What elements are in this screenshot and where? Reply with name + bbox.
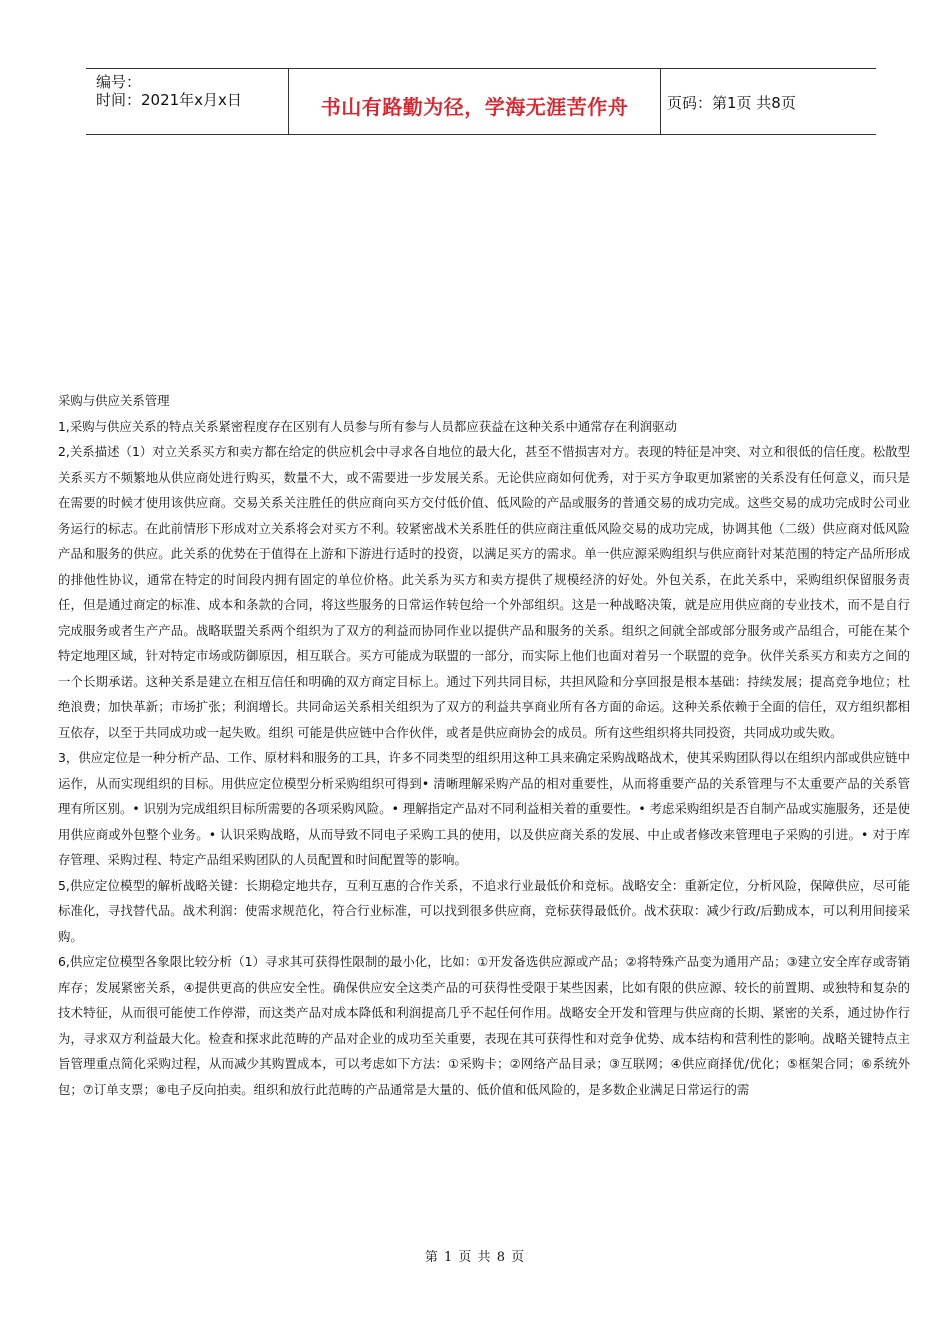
header-page-label: 页码：第1页 共8页 [667,94,796,112]
header-page-cell [661,69,876,134]
document-time-label: 时间：2021年x月x日 [96,91,242,109]
document-title: 采购与供应关系管理 [58,393,170,408]
page-header [86,68,876,135]
page-footer [0,1246,950,1265]
document-number-label: 编号： [96,73,142,91]
paragraph-1: 1,采购与供应关系的特点关系紧密程度存在区别有人员参与所有参与人员都应获益在这种关系中通常存在利润驱动 [58,418,677,434]
header-motto: 书山有路勤为径，学海无涯苦作舟 [320,95,629,119]
paragraph-6: 6,供应定位模型各象限比较分析（1）寻求其可获得性限制的最小化，比如：①开发备选供应源或产品；②将特殊产品变为通用产品；③建立安全库存或寄销库存；发展紧密关系，④提供更高的供应安全性。确保供应安全这类产品的可获得性受限于某些因素，比如有限的供应源、较长的前置期、或独特和复杂的技术特征，从而很可能使工作停滞，而这类产品对成本降低和利润提高几乎不起任何作用。战略安全开发和管理与供应商的长期、紧密的关系，通过协作行为，寻求双方利益最大化。检查和探求此范畴的产品对企业的成功至关重要，表现在其可获得性和对竞争优势、成本结构和营利性的影响。战略关键特点主旨管理重点简化采购过程，从而减少其购置成本，可以考虑如下方法：①采购卡；②网络产品目录；③互联网；④供应商择优/优化；⑤框架合同；⑥系统外包；⑦订单支票；⑧电子反向拍卖。组织和放行此范畴的产品通常是大量的、低价值和低风险的，是多数企业满足日常运行的需 [58,954,910,1097]
document-body [58,388,910,1102]
header-motto-cell [288,69,661,134]
header-meta-cell [86,69,288,134]
paragraph-5: 5,供应定位模型的解析战略关键：长期稳定地共存，互利互惠的合作关系，不追求行业最低价和竞标。战略安全：重新定位，分析风险，保障供应，尽可能标准化，寻找替代品。战术利润：使需求规范化，符合行业标准，可以找到很多供应商，竞标获得最低价。战术获取：减少行政/后勤成本，可以利用间接采购。 [58,877,910,944]
paragraph-3: 3，供应定位是一种分析产品、工作、原材料和服务的工具，许多不同类型的组织用这种工具来确定采购战略战术，使其采购团队得以在组织内部或供应链中运作，从而实现组织的目标。用供应定位模型分析采购组织可得到• 清晰理解采购产品的相对重要性，从而将重要产品的关系管理与不太重要产品的关系管理有所区别。• 识别为完成组织目标所需要的各项采购风险。• 理解指定产品对不同利益相关着的重要性。• 考虑采购组织是否自制产品或实施服务，还是使用供应商或外包整个业务。• 认识采购战略，从而导致不同电子采购工具的使用，以及供应商关系的发展、中止或者修改来管理电子采购的引进。• 对于库存管理、采购过程、特定产品组采购团队的人员配置和时间配置等的影响。 [58,750,910,867]
paragraph-2: 2,关系描述（1）对立关系买方和卖方都在给定的供应机会中寻求各自地位的最大化，甚至不惜损害对方。表现的特征是冲突、对立和很低的信任度。松散型关系买方不频繁地从供应商处进行购买，数量不大，或不需要进一步发展关系。无论供应商如何优秀，对于买方争取更加紧密的关系没有任何意义，而只是在需要的时候才使用该供应商。交易关系关注胜任的供应商向买方交付低价值、低风险的产品或服务的普通交易的成功完成。这些交易的成功完成时公司业务运行的标志。在此前情形下形成对立关系将会对买方不利。较紧密战术关系胜任的供应商注重低风险交易的成功完成，协调其他（二级）供应商对低风险产品和服务的供应。此关系的优势在于值得在上游和下游进行适时的投资，以满足买方的需求。单一供应源采购组织与供应商针对某范围的特定产品所形成的排他性协议，通常在特定的时间段内拥有固定的单位价格。此关系为买方和卖方提供了规模经济的好处。外包关系，在此关系中，采购组织保留服务责任，但是通过商定的标准、成本和条款的合同，将这些服务的日常运作转包给一个外部组织。这是一种战略决策，就是应用供应商的专业技术，而不是自行完成服务或者生产产品。战略联盟关系两个组织为了双方的利益而协同作业以提供产品和服务的关系。组织之间就全部或部分服务或产品组合，可能在某个特定地理区域，针对特定市场或防御原因，相互联合。买方可能成为联盟的一部分，而实际上他们也面对着另一个联盟的竞争。伙伴关系买方和卖方之间的一个长期承诺。这种关系是建立在相互信任和明确的双方商定目标上。通过下列共同目标，共担风险和分享回报是根本基础：持续发展；提高竞争地位；杜绝浪费；加快革新；市场扩张；利润增长。共同命运关系相关组织为了双方的利益共享商业所有各方面的命运。这种关系依赖于全面的信任，双方组织都相互依存，以至于共同成功或一起失败。组织 可能是供应链中合作伙伴，或者是供应商协会的成员。所有这些组织将共同投资，共同成功或失败。 [58,444,910,740]
footer-page-number: 第 1 页 共 8 页 [424,1250,526,1265]
